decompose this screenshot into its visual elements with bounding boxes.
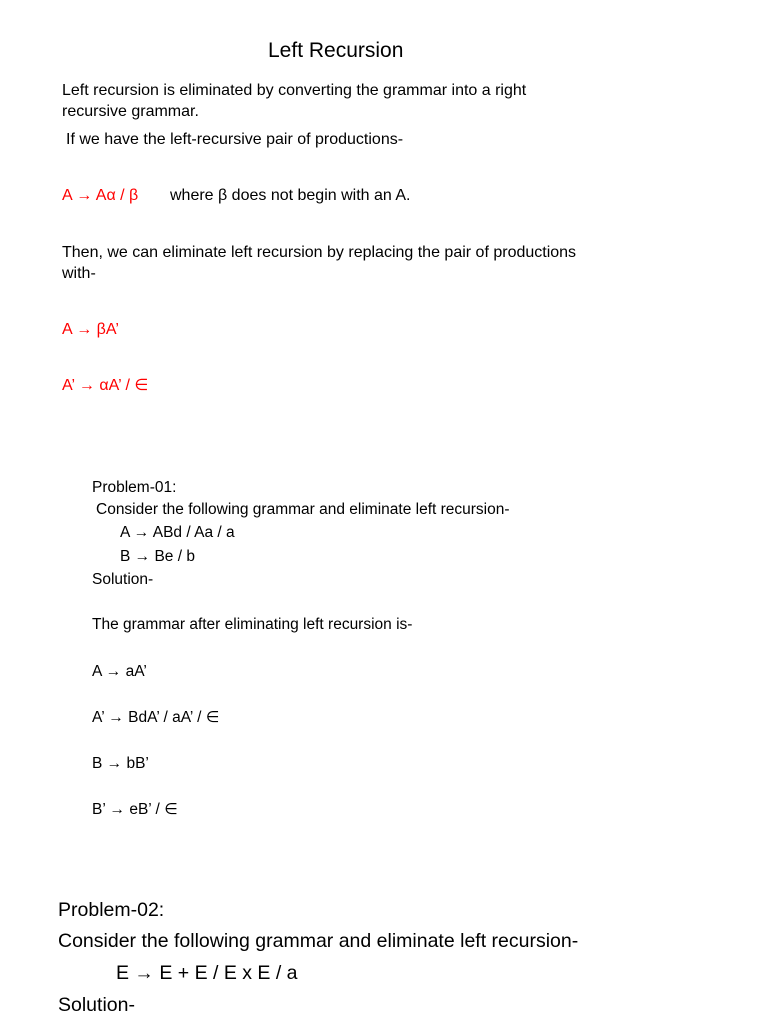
problem-1-grammar-line: A → ABd / Aa / a [120,524,235,541]
problem-1-result-line: B → bB’ [92,755,149,772]
problem-2-heading: Problem-02: [58,899,165,921]
page-title: Left Recursion [268,39,404,62]
problem-1-result-line: B’ → eB’ / ∈ [92,801,178,818]
problem-2-solution-label: Solution- [58,994,135,1016]
problem-1-heading: Problem-01: [92,479,177,496]
intro-line-1: Left recursion is eliminated by converting the grammar into a right [62,82,527,99]
replacement-production-1: A → βA’ [62,321,119,338]
then-line-1: Then, we can eliminate left recursion by replacing the pair of productions [62,244,577,261]
problem-1-result-line: A’ → BdA’ / aA’ / ∈ [92,709,220,726]
problem-1-result-line: A → aA’ [92,663,147,680]
problem-2-statement: Consider the following grammar and eliminate left recursion- [58,930,579,952]
problem-1-grammar-line: B → Be / b [120,548,195,565]
problem-1-result-intro: The grammar after eliminating left recursion is- [92,616,413,633]
replacement-production-2: A’ → αA’ / ∈ [62,377,149,394]
intro-line-3: If we have the left-recursive pair of productions- [66,131,404,148]
problem-1-statement: Consider the following grammar and eliminate left recursion- [96,501,510,518]
production-note: where β does not begin with an A. [170,187,411,204]
then-line-2: with- [62,265,96,282]
problem-2-grammar-line: E → E + E / E x E / a [116,962,298,984]
intro-line-2: recursive grammar. [62,103,199,120]
problem-1-solution-label: Solution- [92,571,154,588]
left-recursive-production: A → Aα / β [62,187,139,204]
